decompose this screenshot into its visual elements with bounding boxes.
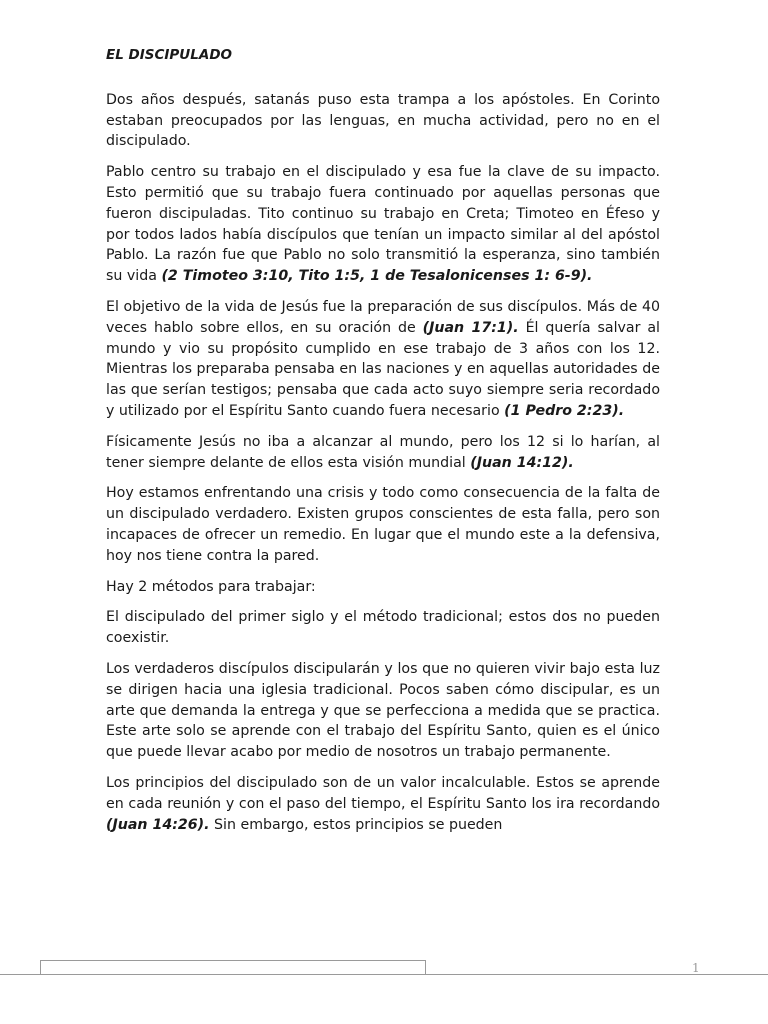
page-number: 1: [692, 961, 700, 975]
body-paragraph: [106, 659, 660, 763]
paragraph-text: Los verdaderos discípulos discipularán y los que no quieren vivir bajo esta luz se dirigen hacia una iglesia tradicional. Pocos saben cómo discipular, es un arte que demanda la entrega y que se perfecciona a medida que se practica. Este arte solo se aprende con el trabajo del Espíritu Santo, quien es el único que puede llevar acabo por medio de nosotros un trabajo permanente.: [106, 660, 660, 761]
document-body: [106, 90, 660, 836]
scripture-reference: (Juan 17:1).: [422, 319, 519, 336]
body-paragraph: [106, 432, 660, 474]
body-paragraph: [106, 773, 660, 835]
scripture-reference: (Juan 14:26).: [106, 816, 210, 833]
paragraph-text: Pablo centro su trabajo en el discipulado y esa fue la clave de su impacto. Esto permitió que su trabajo fuera continuado por aquellas personas que fueron discipuladas. Tito continuo su trabajo en Creta; Timoteo en Éfeso y por todos lados había discípulos que tenían un impacto similar al del apóstol Pablo. La razón fue que Pablo no solo transmitió la esperanza, sino también su vida: [106, 164, 660, 285]
paragraph-text: Dos años después, satanás puso esta trampa a los apóstoles. En Corinto estaban preocupados por las lenguas, en mucha actividad, pero no en el discipulado.: [106, 91, 660, 150]
footer-divider: [0, 974, 768, 975]
body-paragraph: [106, 90, 660, 152]
paragraph-text: El discipulado del primer siglo y el método tradicional; estos dos no pueden coexistir.: [106, 609, 660, 647]
scripture-reference: (2 Timoteo 3:10, Tito 1:5, 1 de Tesalonicenses 1: 6-9).: [161, 268, 593, 285]
paragraph-text: Físicamente Jesús no iba a alcanzar al mundo, pero los 12 si lo harían, al tener siempre delante de ellos esta visión mundial: [106, 433, 660, 471]
document-page: [106, 45, 660, 845]
paragraph-text: Él quería salvar al mundo y vio su propósito cumplido en ese trabajo de 3 años con los 12. Mientras los preparaba pensaba en las naciones y en aquellas autoridades de las que serían testigos; pensaba que cada acto suyo siempre seria recordado y utilizado por el Espíritu Santo cuando fuera necesario: [106, 319, 660, 419]
paragraph-text: Sin embargo, estos principios se pueden: [209, 816, 503, 833]
paragraph-text: Hoy estamos enfrentando una crisis y todo como consecuencia de la falta de un discipulado verdadero. Existen grupos conscientes de esta falla, pero son incapaces de ofrecer un remedio. En lugar que el mundo este a la defensiva, hoy nos tiene contra la pared.: [106, 485, 660, 564]
body-paragraph: [106, 297, 660, 422]
body-paragraph: [106, 483, 660, 566]
paragraph-text: Los principios del discipulado son de un valor incalculable. Estos se aprende en cada reunión y con el paso del tiempo, el Espíritu Santo los ira recordando: [106, 774, 660, 812]
body-paragraph: [106, 607, 660, 649]
scripture-reference: (Juan 14:12).: [470, 454, 574, 471]
footer-tab: [40, 960, 426, 975]
paragraph-text: Hay 2 métodos para trabajar:: [106, 578, 316, 595]
body-paragraph: [106, 577, 660, 598]
paragraph-text: El objetivo de la vida de Jesús fue la preparación de sus discípulos. Más de 40 veces hablo sobre ellos, en su oración de: [106, 298, 660, 336]
document-title: EL DISCIPULADO: [106, 47, 232, 63]
body-paragraph: [106, 162, 660, 287]
scripture-reference: (1 Pedro 2:23).: [504, 402, 625, 419]
